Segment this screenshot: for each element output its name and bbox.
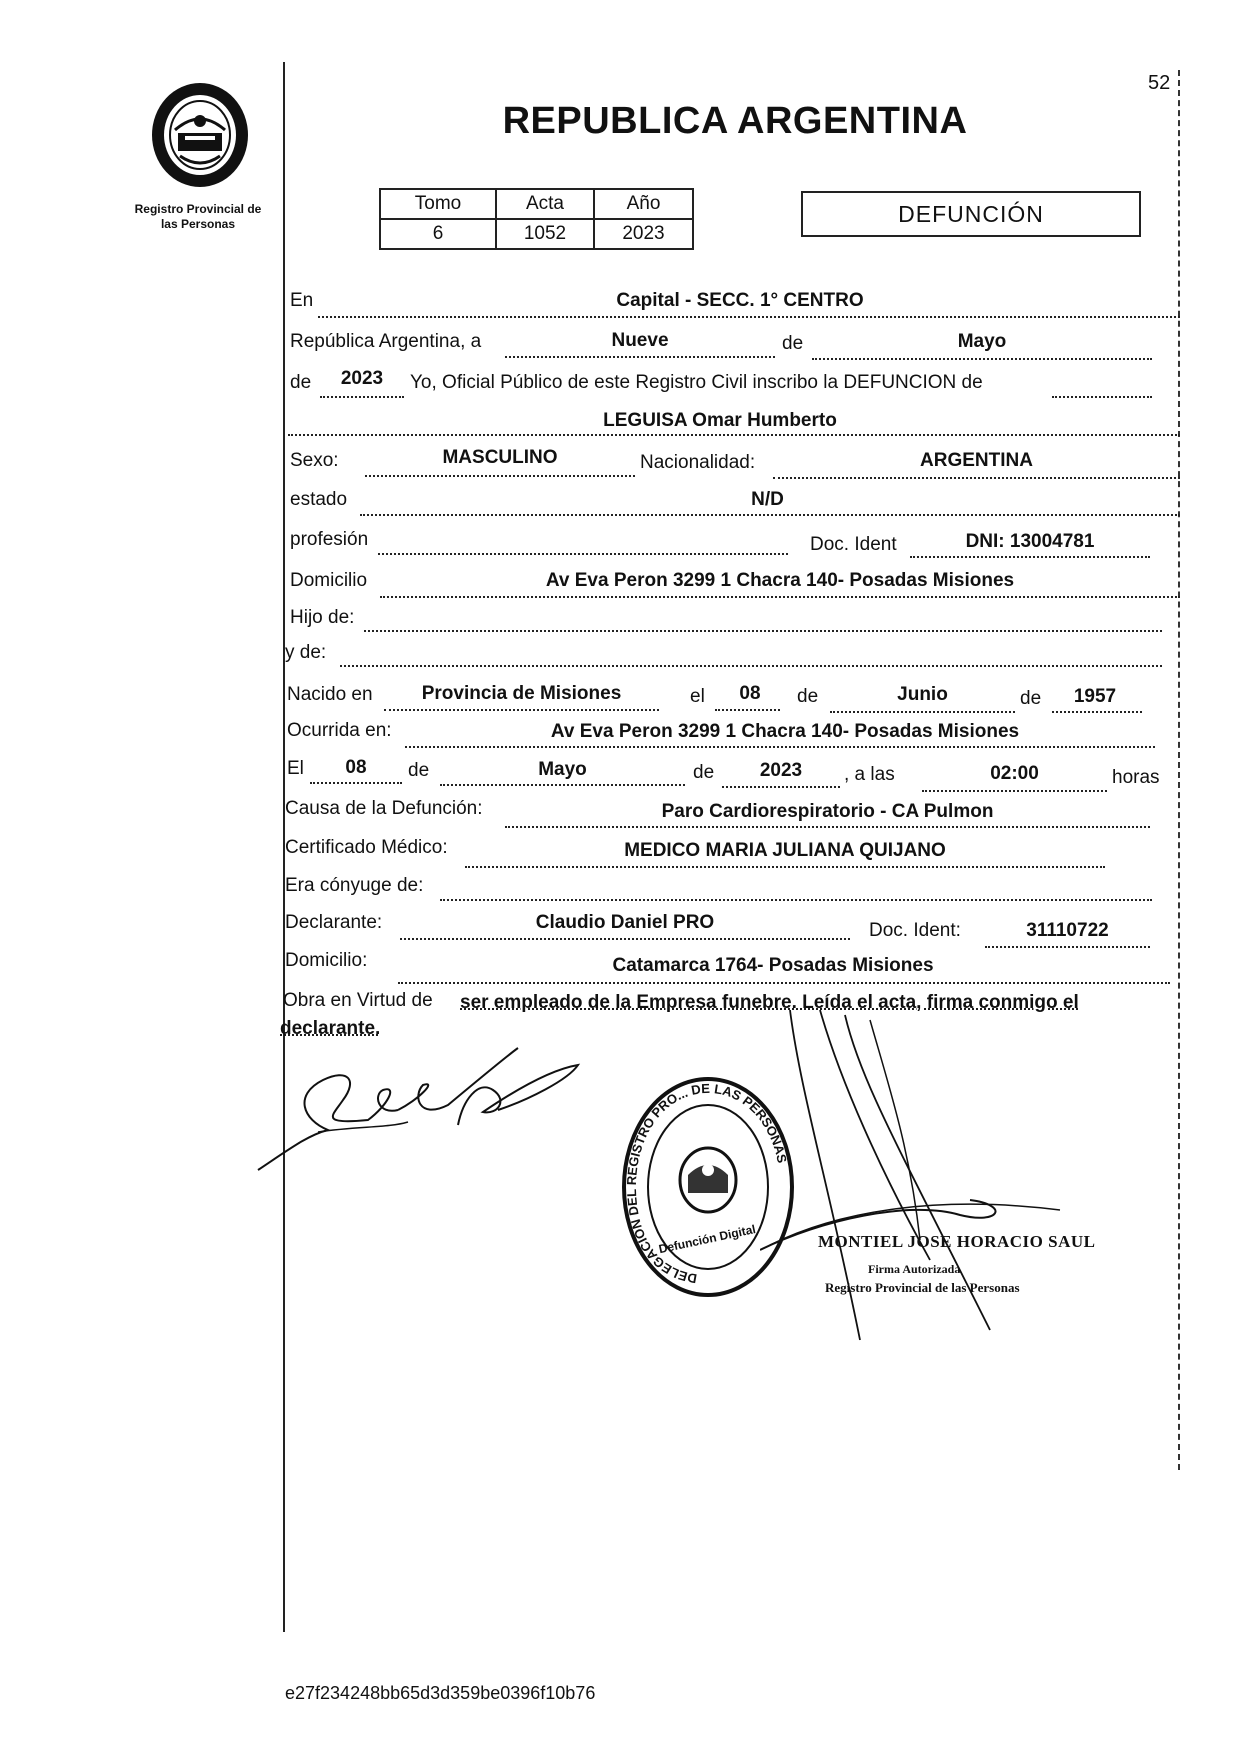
dotted-line xyxy=(505,826,1150,828)
de-label: de xyxy=(782,333,804,354)
doc-ident-value: DNI: 13004781 xyxy=(965,531,1095,552)
dotted-line xyxy=(812,358,1152,360)
el-label: el xyxy=(690,686,705,707)
acta-table-header: Tomo xyxy=(380,189,496,219)
obra-value: ser empleado de la Empresa funebre. Leída el acta, firma conmigo el xyxy=(460,992,1079,1013)
de5-label: de xyxy=(408,760,430,781)
oficial-text: Yo, Oficial Público de este Registro Civil inscribo la DEFUNCION de xyxy=(410,372,983,393)
page-title: REPUBLICA ARGENTINA xyxy=(502,100,968,142)
provincial-seal-logo xyxy=(145,78,255,192)
authority-signature xyxy=(760,1010,1090,1350)
dotted-line xyxy=(440,784,685,786)
estado-label: estado xyxy=(290,489,348,510)
dotted-line xyxy=(310,782,402,784)
dotted-line xyxy=(400,938,850,940)
nacionalidad-label: Nacionalidad: xyxy=(640,452,756,473)
doc-ident2-value: 31110722 xyxy=(1026,920,1109,941)
certificado-label: Certificado Médico: xyxy=(285,837,448,858)
estado-value: N/D xyxy=(751,489,784,510)
footer-hash: e27f234248bb65d3d359be0396f10b76 xyxy=(285,1683,596,1703)
deceased-name: LEGUISA Omar Humberto xyxy=(603,410,837,431)
authority-office: Registro Provincial de las Personas xyxy=(825,1280,1020,1295)
domicilio-label: Domicilio xyxy=(290,570,368,591)
profesion-label: profesión xyxy=(290,529,369,550)
republica-label: República Argentina, a xyxy=(290,331,482,352)
causa-label: Causa de la Defunción: xyxy=(285,798,483,819)
de6-label: de xyxy=(693,762,715,783)
en-label: En xyxy=(290,290,314,311)
document-type-box xyxy=(801,191,1141,237)
fallec-dia: 08 xyxy=(345,757,367,778)
fallec-hora: 02:00 xyxy=(990,763,1039,784)
de4-label: de xyxy=(1020,688,1042,709)
month-word: Mayo xyxy=(957,331,1007,352)
sexo-label: Sexo: xyxy=(290,450,339,471)
dotted-line xyxy=(985,946,1150,948)
hijo-label: Hijo de: xyxy=(290,607,355,628)
registry-caption-line2: las Personas xyxy=(160,217,236,231)
obra-label: Obra en Virtud de xyxy=(283,990,433,1011)
nacido-mes: Junio xyxy=(897,684,948,705)
dotted-line xyxy=(715,709,780,711)
de3-label: de xyxy=(797,686,819,707)
acta-table-cell: 2023 xyxy=(594,219,693,249)
day-word: Nueve xyxy=(611,330,669,351)
dotted-line xyxy=(405,746,1155,748)
nacido-label: Nacido en xyxy=(287,684,373,705)
nacido-dia: 08 xyxy=(739,683,761,704)
dotted-line xyxy=(288,434,1180,436)
dotted-line xyxy=(384,709,659,711)
en-value: Capital - SECC. 1° CENTRO xyxy=(616,290,864,311)
page-number: 52 xyxy=(1148,72,1171,94)
sexo-value: MASCULINO xyxy=(442,447,558,468)
dotted-line xyxy=(440,899,1152,901)
declarante-value: Claudio Daniel PRO xyxy=(535,912,715,933)
dotted-line xyxy=(922,790,1107,792)
right-margin-line xyxy=(1178,70,1180,1470)
year-value: 2023 xyxy=(340,368,384,389)
yde-label: y de: xyxy=(285,642,327,663)
dotted-line xyxy=(910,556,1150,558)
de2-label: de xyxy=(290,372,312,393)
dotted-line xyxy=(364,630,1162,632)
dotted-line xyxy=(465,866,1105,868)
acta-table-cell: 6 xyxy=(380,219,496,249)
acta-table-header: Acta xyxy=(496,189,594,219)
ocurrida-value: Av Eva Peron 3299 1 Chacra 140- Posadas Misiones xyxy=(550,721,1020,742)
dotted-line xyxy=(722,786,840,788)
fallec-anio: 2023 xyxy=(759,760,803,781)
dotted-line xyxy=(318,316,1180,318)
declarant-signature xyxy=(248,1040,588,1180)
authority-role: Firma Autorizada xyxy=(868,1262,961,1276)
doc-ident-label: Doc. Ident xyxy=(810,534,897,555)
dotted-line xyxy=(380,596,1180,598)
ocurrida-label: Ocurrida en: xyxy=(287,720,392,741)
dotted-line xyxy=(505,356,775,358)
dotted-line xyxy=(1052,396,1152,398)
dotted-line xyxy=(1052,711,1142,713)
acta-table xyxy=(379,188,694,250)
nacido-anio: 1957 xyxy=(1073,686,1117,707)
declarante-label: Declarante: xyxy=(285,912,383,933)
document-type: DEFUNCIÓN xyxy=(898,200,1044,227)
authority-name: MONTIEL JOSE HORACIO SAUL xyxy=(818,1232,1096,1251)
doc-ident2-label: Doc. Ident: xyxy=(869,920,961,941)
domicilio-value: Av Eva Peron 3299 1 Chacra 140- Posadas Misiones xyxy=(545,570,1015,591)
dotted-line xyxy=(340,665,1162,667)
alas-label: , a las xyxy=(844,764,895,785)
domicilio2-label: Domicilio: xyxy=(285,950,368,971)
horas-label: horas xyxy=(1112,767,1160,788)
certificado-value: MEDICO MARIA JULIANA QUIJANO xyxy=(624,840,946,861)
stamp-ring-text: DELEGACION DEL REGISTRO PRO... DE LAS PERSONAS xyxy=(623,1080,790,1287)
el2-label: El xyxy=(287,758,304,779)
obra-value-line2: declarante. xyxy=(280,1018,381,1039)
dotted-line xyxy=(773,477,1180,479)
fallec-mes: Mayo xyxy=(538,759,587,780)
acta-table-header: Año xyxy=(594,189,693,219)
conyuge-label: Era cónyuge de: xyxy=(285,875,424,896)
dotted-line xyxy=(365,475,635,477)
registry-caption xyxy=(118,202,278,232)
nacionalidad-value: ARGENTINA xyxy=(920,450,1033,471)
nacido-lugar: Provincia de Misiones xyxy=(421,683,622,704)
dotted-line xyxy=(320,396,404,398)
dotted-line xyxy=(378,553,788,555)
stamp-inner-text: Defunción Digital xyxy=(657,1221,757,1257)
dotted-line xyxy=(360,514,1180,516)
acta-table-cell: 1052 xyxy=(496,219,594,249)
dotted-line xyxy=(830,711,1015,713)
domicilio2-value: Catamarca 1764- Posadas Misiones xyxy=(612,955,934,976)
causa-value: Paro Cardiorespiratorio - CA Pulmon xyxy=(661,801,994,822)
registry-caption-line1: Registro Provincial de xyxy=(134,202,262,216)
dotted-line xyxy=(398,982,1170,984)
